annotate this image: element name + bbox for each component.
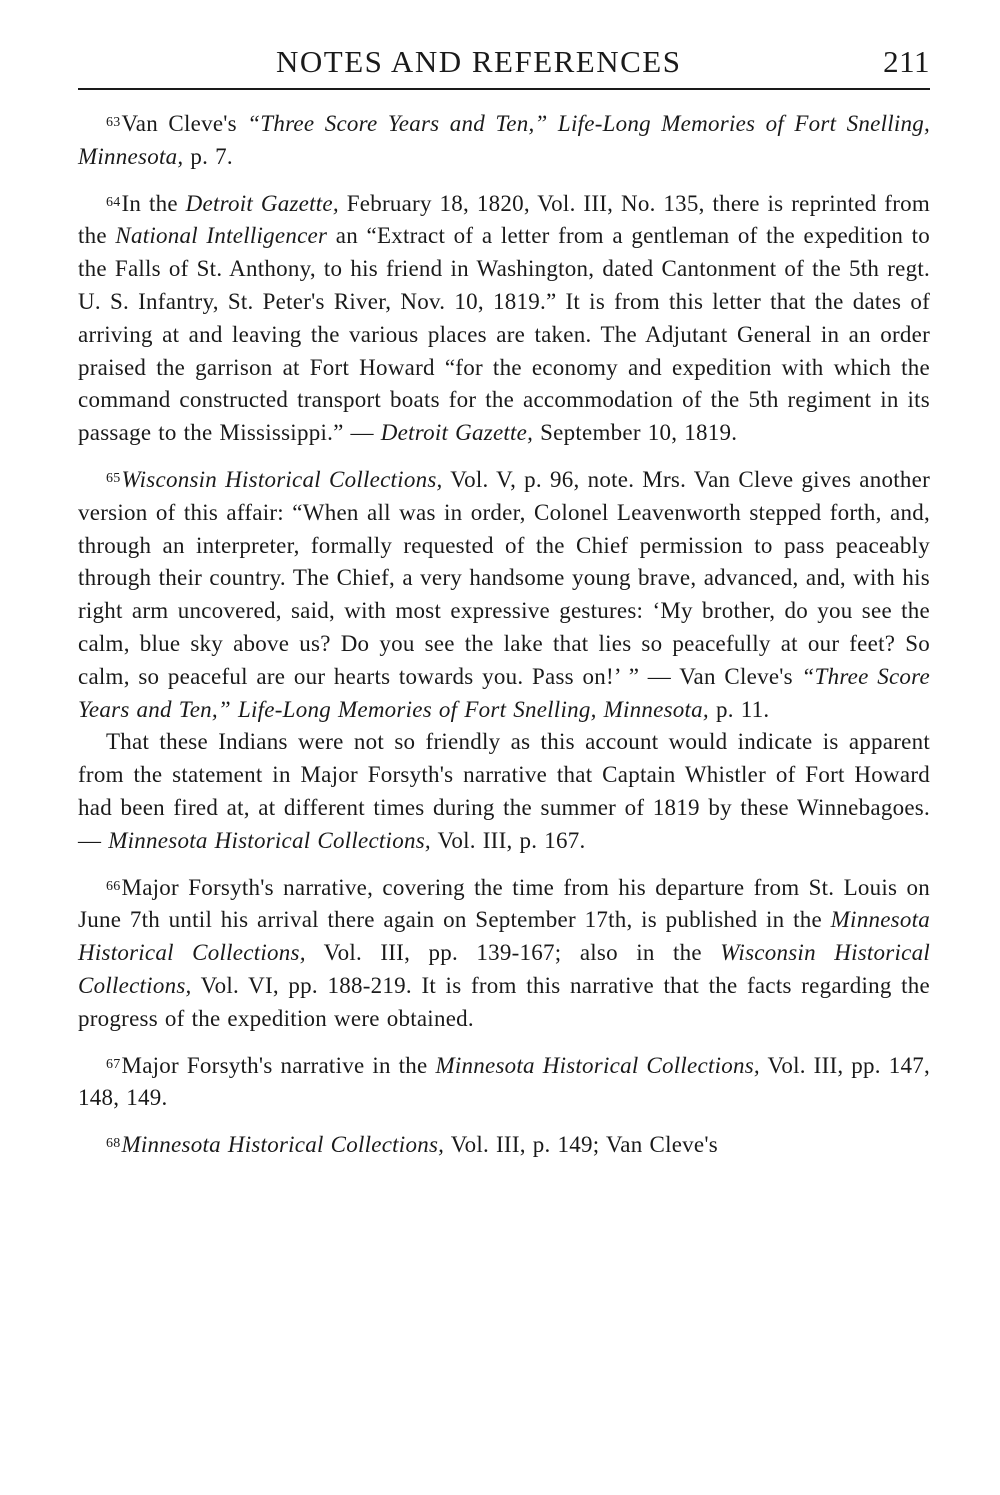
citation-title: “Three Score Years and Ten,” Life-Long Memories of Fort Snelling, Minnesota, <box>78 663 930 722</box>
citation-title: Wisconsin Historical Collections, <box>121 466 443 492</box>
citation-title: Minnesota Historical Collections, <box>78 907 930 966</box>
footnote-text: p. 7. <box>183 143 233 169</box>
footnote-text: In the <box>121 190 186 216</box>
footnote-text: Vol. III, p. 149; Van Cleve's <box>444 1132 718 1158</box>
page-number: 211 <box>883 44 930 79</box>
footnote-67 <box>78 1049 930 1116</box>
footnote-text: Vol. III, p. 167. <box>430 827 586 853</box>
footnote-text: September 10, 1819. <box>533 420 738 446</box>
footnote-number: 63 <box>106 115 121 130</box>
citation-title: Minnesota Historical Collections, <box>435 1052 760 1078</box>
footnote-text: That these Indians were not so friendly as this account would indicate is apparent from the statement in Major Forsyth's narrative that Captain Whistler of Fort Howard had been fired at, at different times during the summer of 1819 by these Winnebagoes. — <box>78 729 930 853</box>
footnote-number: 67 <box>106 1056 121 1072</box>
footnote-text: Vol. III, pp. 147, 148, 149. <box>78 1052 930 1111</box>
footnote-number: 66 <box>106 878 121 894</box>
footnote-text: Vol. III, pp. 139-167; also in the <box>305 940 721 966</box>
footnote-68 <box>78 1128 930 1162</box>
running-head: NOTES AND REFERENCES <box>276 44 682 79</box>
footnote-64 <box>78 187 930 450</box>
footnote-number: 68 <box>106 1136 121 1152</box>
footnote-65 <box>78 463 930 726</box>
page <box>78 38 930 1175</box>
citation-title: Detroit Gazette, <box>380 420 534 446</box>
footnote-number: 64 <box>106 194 121 210</box>
footnote-65-continued <box>78 726 930 857</box>
footnote-text: Major Forsyth's narrative, covering the time from his departure from St. Louis on June 7th until his arrival there again on September 17th, is published in the <box>78 874 930 933</box>
footnote-text: Major Forsyth's narrative in the <box>121 1052 436 1078</box>
footnote-text: February 18, 1820, Vol. III, No. 135, there is reprinted from the <box>78 190 931 249</box>
footnote-text: Vol. V, p. 96, note. Mrs. Van Cleve gives another version of this affair: “When all was in order, Colonel Leavenworth stepped forth, and, through an interpreter, formally requested of the Chief permission to pass peaceably through their country. The Chief, a very handsome young brave, advanced, and, with his right arm uncovered, said, with most expressive gestures: ‘My brother, do you see the calm, blue sky above us? Do you see the lake that lies so peacefully at our feet? So calm, so peaceful are our hearts towards you. Pass on!’ ” — Van Cleve's <box>78 466 930 689</box>
citation-title: Minnesota Historical Collections, <box>108 827 431 853</box>
citation-title: Minnesota Historical Collections, <box>121 1132 445 1158</box>
footnote-text: Vol. VI, pp. 188-219. It is from this narrative that the facts regarding the progress of the expedition were obtained. <box>78 972 930 1031</box>
citation-title: “Three Score Years and Ten,” Life-Long Memories of Fort Snelling, Minnesota, <box>78 111 930 169</box>
page-header <box>78 38 930 90</box>
footnote-text: Van Cleve's <box>121 111 248 136</box>
notes-section <box>78 107 930 1162</box>
footnote-text: an “Extract of a letter from a gentleman of the expedition to the Falls of St. Anthony, to his friend in Washington, dated Cantonment of the 5th regt. U. S. Infantry, St. Peter's River, Nov. 10, 1819.” It is from this letter that the dates of arriving at and leaving the various places are taken. The Adjutant General in an order praised the garrison at Fort Howard “for the economy and expedition with which the command constructed transport boats for the accommodation of the 5th regiment in its passage to the Mississippi.” — <box>78 223 931 446</box>
footnote-66 <box>78 871 930 1036</box>
footnote-number: 65 <box>106 470 121 486</box>
citation-title: Detroit Gazette, <box>185 190 339 216</box>
citation-title: Wisconsin Historical Collections, <box>78 940 931 998</box>
footnote-63 <box>78 107 930 174</box>
footnote-text: p. 11. <box>708 696 770 722</box>
citation-title: National Intelligencer <box>115 223 328 249</box>
